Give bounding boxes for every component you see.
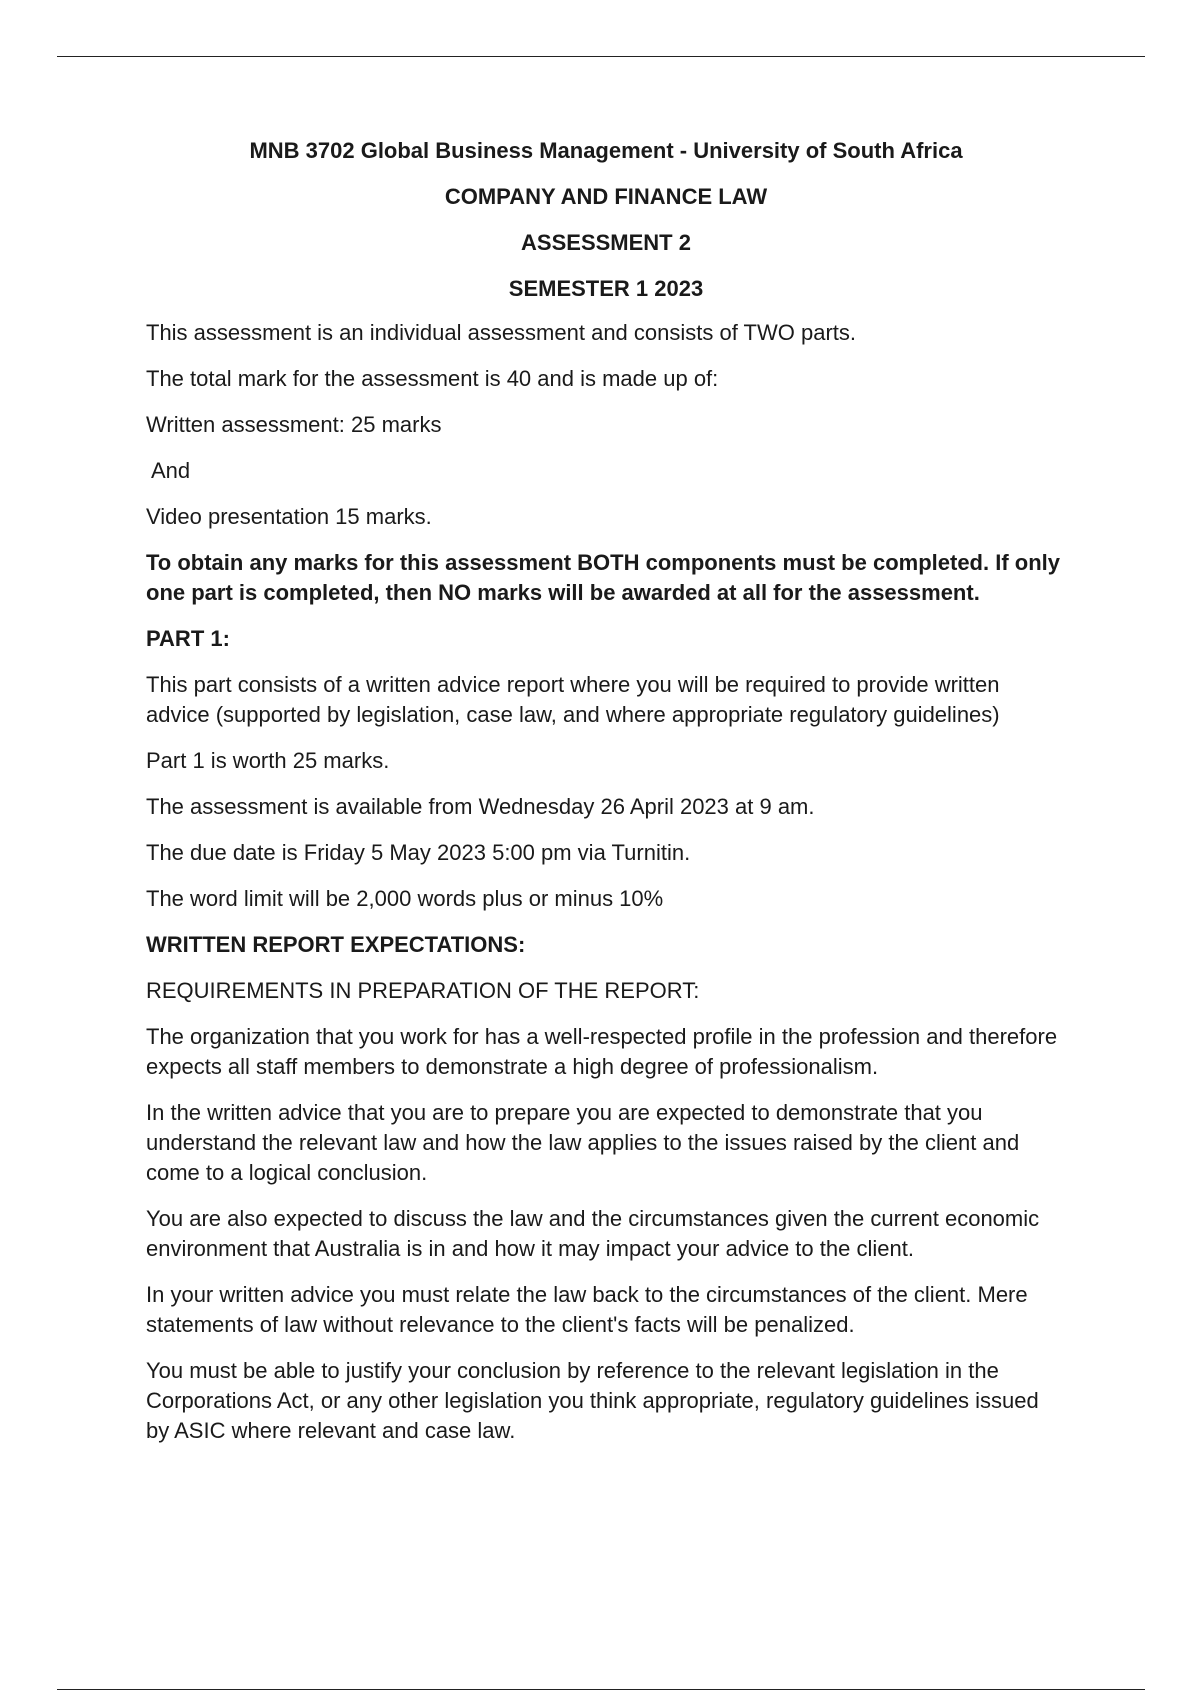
part1-word-limit: The word limit will be 2,000 words plus or minus 10% xyxy=(146,886,664,911)
semester-title: SEMESTER 1 2023 xyxy=(508,276,704,301)
justify-paragraph: You must be able to justify your conclusion by reference to the relevant legislation in the Corporations Act, or any other legislation you think appropriate, regulatory guidelines issued by ASIC where relevant and case law. xyxy=(146,1358,1039,1443)
advice-paragraph: In the written advice that you are to prepare you are expected to demonstrate that you understand the relevant law and how the law applies to the issues raised by the client and come to a logical conclusion. xyxy=(146,1100,1020,1185)
professionalism-paragraph: The organization that you work for has a well-respected profile in the profession and therefore expects all staff members to demonstrate a high degree of professionalism. xyxy=(146,1024,1058,1079)
and-connector: And xyxy=(151,458,191,483)
part1-due-date: The due date is Friday 5 May 2023 5:00 pm via Turnitin. xyxy=(146,840,691,865)
expectations-heading: WRITTEN REPORT EXPECTATIONS: xyxy=(146,932,526,957)
total-mark-paragraph: The total mark for the assessment is 40 and is made up of: xyxy=(146,366,719,391)
subject-title: COMPANY AND FINANCE LAW xyxy=(444,184,768,209)
completion-warning: To obtain any marks for this assessment BOTH components must be completed. If only one part is completed, then NO marks will be awarded at all for the assessment. xyxy=(146,550,1060,605)
requirements-subheading: REQUIREMENTS IN PREPARATION OF THE REPORT: xyxy=(146,978,700,1003)
relate-law-paragraph: In your written advice you must relate the law back to the circumstances of the client. Mere statements of law without relevance to the client's facts will be penalized. xyxy=(146,1282,1028,1337)
document-body xyxy=(146,136,1066,1462)
course-title: MNB 3702 Global Business Management - University of South Africa xyxy=(249,138,963,163)
written-assessment-marks: Written assessment: 25 marks xyxy=(146,412,442,437)
assessment-title: ASSESSMENT 2 xyxy=(521,230,691,255)
bottom-rule xyxy=(57,1689,1145,1690)
intro-paragraph: This assessment is an individual assessment and consists of TWO parts. xyxy=(146,320,856,345)
part1-description: This part consists of a written advice report where you will be required to provide written advice (supported by legislation, case law, and where appropriate regulatory guidelines) xyxy=(146,672,1000,727)
part1-heading: PART 1: xyxy=(146,626,230,651)
part1-worth: Part 1 is worth 25 marks. xyxy=(146,748,390,773)
part1-availability: The assessment is available from Wednesday 26 April 2023 at 9 am. xyxy=(146,794,815,819)
economic-paragraph: You are also expected to discuss the law and the circumstances given the current economic environment that Australia is in and how it may impact your advice to the client. xyxy=(146,1206,1040,1261)
video-presentation-marks: Video presentation 15 marks. xyxy=(146,504,432,529)
top-rule xyxy=(57,56,1145,57)
